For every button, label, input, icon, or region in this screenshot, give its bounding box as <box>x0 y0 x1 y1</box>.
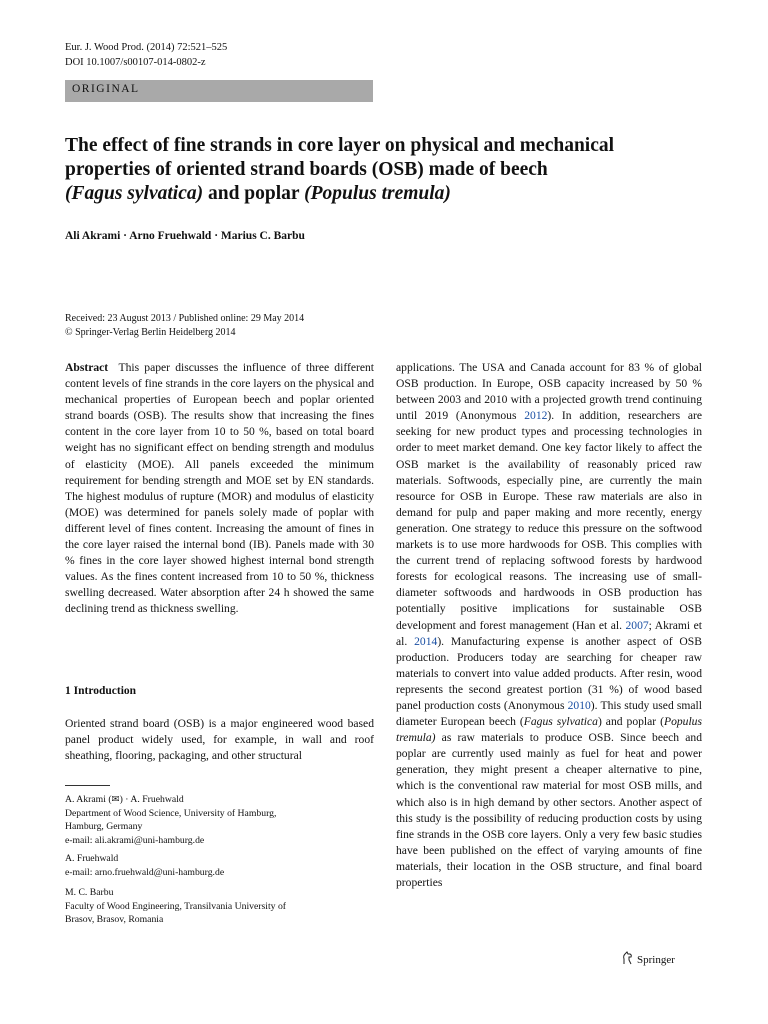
affiliation-barbu <box>65 886 374 927</box>
text-run: ; Akrami et al. <box>396 618 702 648</box>
citation-link[interactable]: 2010 <box>567 698 591 712</box>
affiliation-city: Hamburg, Germany <box>65 821 143 833</box>
article-type-label: ORIGINAL <box>72 83 140 95</box>
journal-citation: Eur. J. Wood Prod. (2014) 72:521–525 <box>65 42 228 53</box>
abstract <box>65 360 374 618</box>
publication-dates <box>65 312 304 340</box>
species-name: Populus tremula) <box>396 715 702 745</box>
title-line-3 <box>65 182 685 206</box>
abstract-label: Abstract <box>65 361 109 374</box>
right-column-text <box>396 360 702 891</box>
text-run: ). Manufacturing expense is another aspect of OSB production. Producers today are searching for cheaper raw materials to convert into value added products. After resin, wood represents the second greatest portion (31 %) of wood based panel production costs (Anonymous <box>396 634 702 712</box>
title-line-2: properties of oriented strand boards (OSB) made of beech <box>65 159 548 180</box>
affiliation-names: A. Akrami (✉) · A. Fruehwald <box>65 794 184 805</box>
title-and: and poplar <box>203 183 305 204</box>
abstract-text: This paper discusses the influence of three different content levels of fine strands in the core layers on the physical and mechanical properties of European beech and poplar oriented strand boards (OSB). The results show that increasing the fines content in the core layer from 10 to 50 %, based on total board weight has no significant effect on bending strength and modulus of elasticity (MOE). All panels exceeded the minimum requirement for bending strength and MOE set by EN standards. The highest modulus of rupture (MOR) and modulus of elasticity (MOE) was determined for panels solely made of poplar with different level of fines content. Increasing the amount of fines in the core layer raised the internal bond (IB). Panels made with 30 % fines in the core layer showed highest internal bond strength values. As the fines content increased from 10 to 50 %, thickness swelling decreased. Water absorption after 24 h showed the same declining trend as thickness swelling. <box>65 361 375 616</box>
affiliation-akrami <box>65 793 374 847</box>
copyright: © Springer-Verlag Berlin Heidelberg 2014 <box>65 327 236 338</box>
affiliation-fruehwald <box>65 852 374 879</box>
springer-horse-icon <box>621 951 637 968</box>
author-list: Ali Akrami · Arno Fruehwald · Marius C. Barbu <box>65 230 305 242</box>
section-heading-introduction: 1 Introduction <box>65 685 137 697</box>
affiliation-email[interactable]: e-mail: ali.akrami@uni-hamburg.de <box>65 834 205 846</box>
affiliation-department: Faculty of Wood Engineering, Transilvania University of <box>65 900 287 912</box>
received-date: Received: 23 August 2013 / Published online: 29 May 2014 <box>65 313 305 324</box>
text-run: ). In addition, researchers are seeking for new product types and processing technologies in order to meet market demand. One key factor likely to affect the OSB market is the availability of reasonably priced raw materials. Softwoods, especially pine, are currently the main resource for OSB in Europe. These raw materials are also in demand for pulp and paper making and more recently, energy generation. One strategy to reduce this pressure on the softwood markets is to use more hardwoods for OSB. This complies with the current trend of replacing softwood forests by hardwood forests for ecological reasons. The increasing use of small-diameter softwoods and hardwoods in OSB production has potentially positive implications for sustainable OSB development and forest management (Han et al. <box>396 409 702 632</box>
affiliation-name: A. Fruehwald <box>65 853 119 864</box>
text-run: applications. The USA and Canada account for 83 % of global OSB production. In Europe, OSB capacity increased by 50 % between 2003 and 2010 with a projected growth trend continuing until 2019 (Anonymous <box>396 361 702 423</box>
text-run: ) and poplar ( <box>597 715 664 729</box>
paper-title <box>65 134 685 206</box>
title-line-1: The effect of fine strands in core layer on physical and mechanical <box>65 135 615 156</box>
affiliation-city: Brasov, Brasov, Romania <box>65 914 164 926</box>
publisher-name: Springer <box>637 953 675 966</box>
publisher-footer <box>621 951 675 968</box>
introduction-continued <box>396 360 702 891</box>
doi: DOI 10.1007/s00107-014-0802-z <box>65 57 206 68</box>
text-run: ). This study used small diameter European beech ( <box>396 698 702 729</box>
text-run: as raw materials to produce OSB. Since beech and poplar are currently used mainly as fuel for heat and power generation, they might present a cheaper alternative to pine, which is the conventional raw material for most OSB mills, and which also is in high demand by other sectors. Another aspect of this study is the possibility of reducing production costs by using fine strands in the OSB core layers. Only a very few basic studies have been published on the effect of varying amounts of fine materials, their location in the OSB structure, and final board properties <box>396 731 702 889</box>
affiliation-email[interactable]: e-mail: arno.fruehwald@uni-hamburg.de <box>65 866 225 878</box>
citation-link[interactable]: 2014 <box>414 634 438 648</box>
introduction-text <box>65 716 374 764</box>
journal-header <box>65 40 227 70</box>
title-species-beech: (Fagus sylvatica) <box>65 183 204 204</box>
footnote-divider <box>65 785 110 786</box>
affiliation-department: Department of Wood Science, University of Hamburg, <box>65 807 277 819</box>
title-species-poplar: (Populus tremula) <box>304 183 451 204</box>
article-type-banner <box>65 80 373 102</box>
affiliation-name: M. C. Barbu <box>65 887 114 898</box>
introduction-paragraph: Oriented strand board (OSB) is a major engineered wood based panel product widely used, for example, in wall and roof sheathing, flooring, packaging, and other structural <box>65 717 374 763</box>
species-name: Fagus sylvatica <box>523 715 598 729</box>
citation-link[interactable]: 2012 <box>524 409 548 423</box>
citation-link[interactable]: 2007 <box>625 618 649 632</box>
